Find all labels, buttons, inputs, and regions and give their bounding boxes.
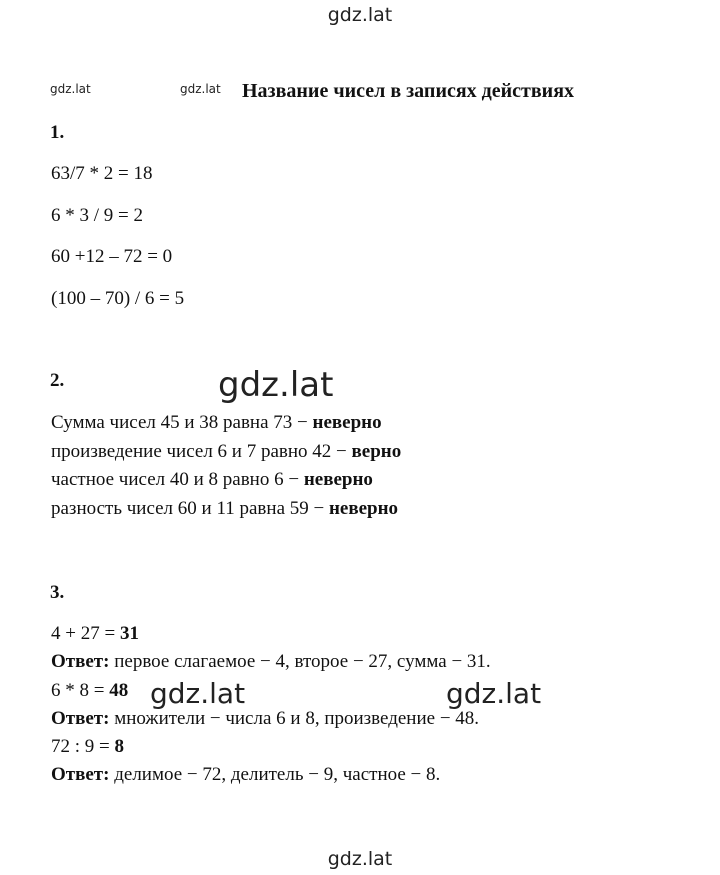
section-1-line: 60 +12 – 72 = 0 bbox=[51, 246, 173, 267]
watermark-lower-left: gdz.lat bbox=[150, 677, 246, 710]
result: 8 bbox=[114, 736, 124, 757]
watermark-top: gdz.lat bbox=[327, 4, 393, 26]
section-3-expression: 72 : 9 = 8 bbox=[51, 736, 124, 757]
section-3-answer: Ответ: множители − числа 6 и 8, произведение − 48. bbox=[51, 708, 480, 729]
section-2-statement: разность чисел 60 и 11 равна 59 − неверно bbox=[51, 498, 399, 519]
section-1-line: (100 – 70) / 6 = 5 bbox=[51, 288, 185, 309]
section-3-expression: 6 * 8 = 48 bbox=[51, 680, 129, 701]
verdict: неверно bbox=[312, 412, 382, 433]
section-1-line: 6 * 3 / 9 = 2 bbox=[51, 205, 143, 226]
watermark-bottom: gdz.lat bbox=[327, 848, 393, 870]
watermark-lower-right: gdz.lat bbox=[446, 677, 542, 710]
verdict: верно bbox=[351, 441, 402, 462]
page-title: Название чисел в записях действиях bbox=[242, 80, 575, 102]
section-1-number: 1. bbox=[50, 122, 65, 143]
section-3-answer: Ответ: первое слагаемое − 4, второе − 27, сумма − 31. bbox=[51, 651, 491, 672]
answer-label: Ответ: bbox=[51, 708, 110, 729]
section-1-line: 63/7 * 2 = 18 bbox=[51, 163, 153, 184]
section-2-statement: частное чисел 40 и 8 равно 6 − неверно bbox=[51, 469, 373, 490]
answer-label: Ответ: bbox=[51, 764, 110, 785]
result: 48 bbox=[109, 680, 129, 701]
verdict: неверно bbox=[303, 469, 373, 490]
watermark-header-mid: gdz.lat bbox=[180, 82, 221, 96]
section-3-answer: Ответ: делимое − 72, делитель − 9, частное − 8. bbox=[51, 764, 441, 785]
section-2-statement: Сумма чисел 45 и 38 равна 73 − неверно bbox=[51, 412, 382, 433]
section-3-number: 3. bbox=[50, 582, 65, 603]
answer-label: Ответ: bbox=[51, 651, 110, 672]
section-2-number: 2. bbox=[50, 370, 65, 391]
watermark-center: gdz.lat bbox=[218, 365, 334, 405]
verdict: неверно bbox=[328, 498, 399, 519]
section-3-expression: 4 + 27 = 31 bbox=[51, 623, 139, 644]
result: 31 bbox=[119, 623, 139, 644]
watermark-header-left: gdz.lat bbox=[50, 82, 91, 96]
section-2-statement: произведение чисел 6 и 7 равно 42 − верно bbox=[51, 441, 402, 462]
